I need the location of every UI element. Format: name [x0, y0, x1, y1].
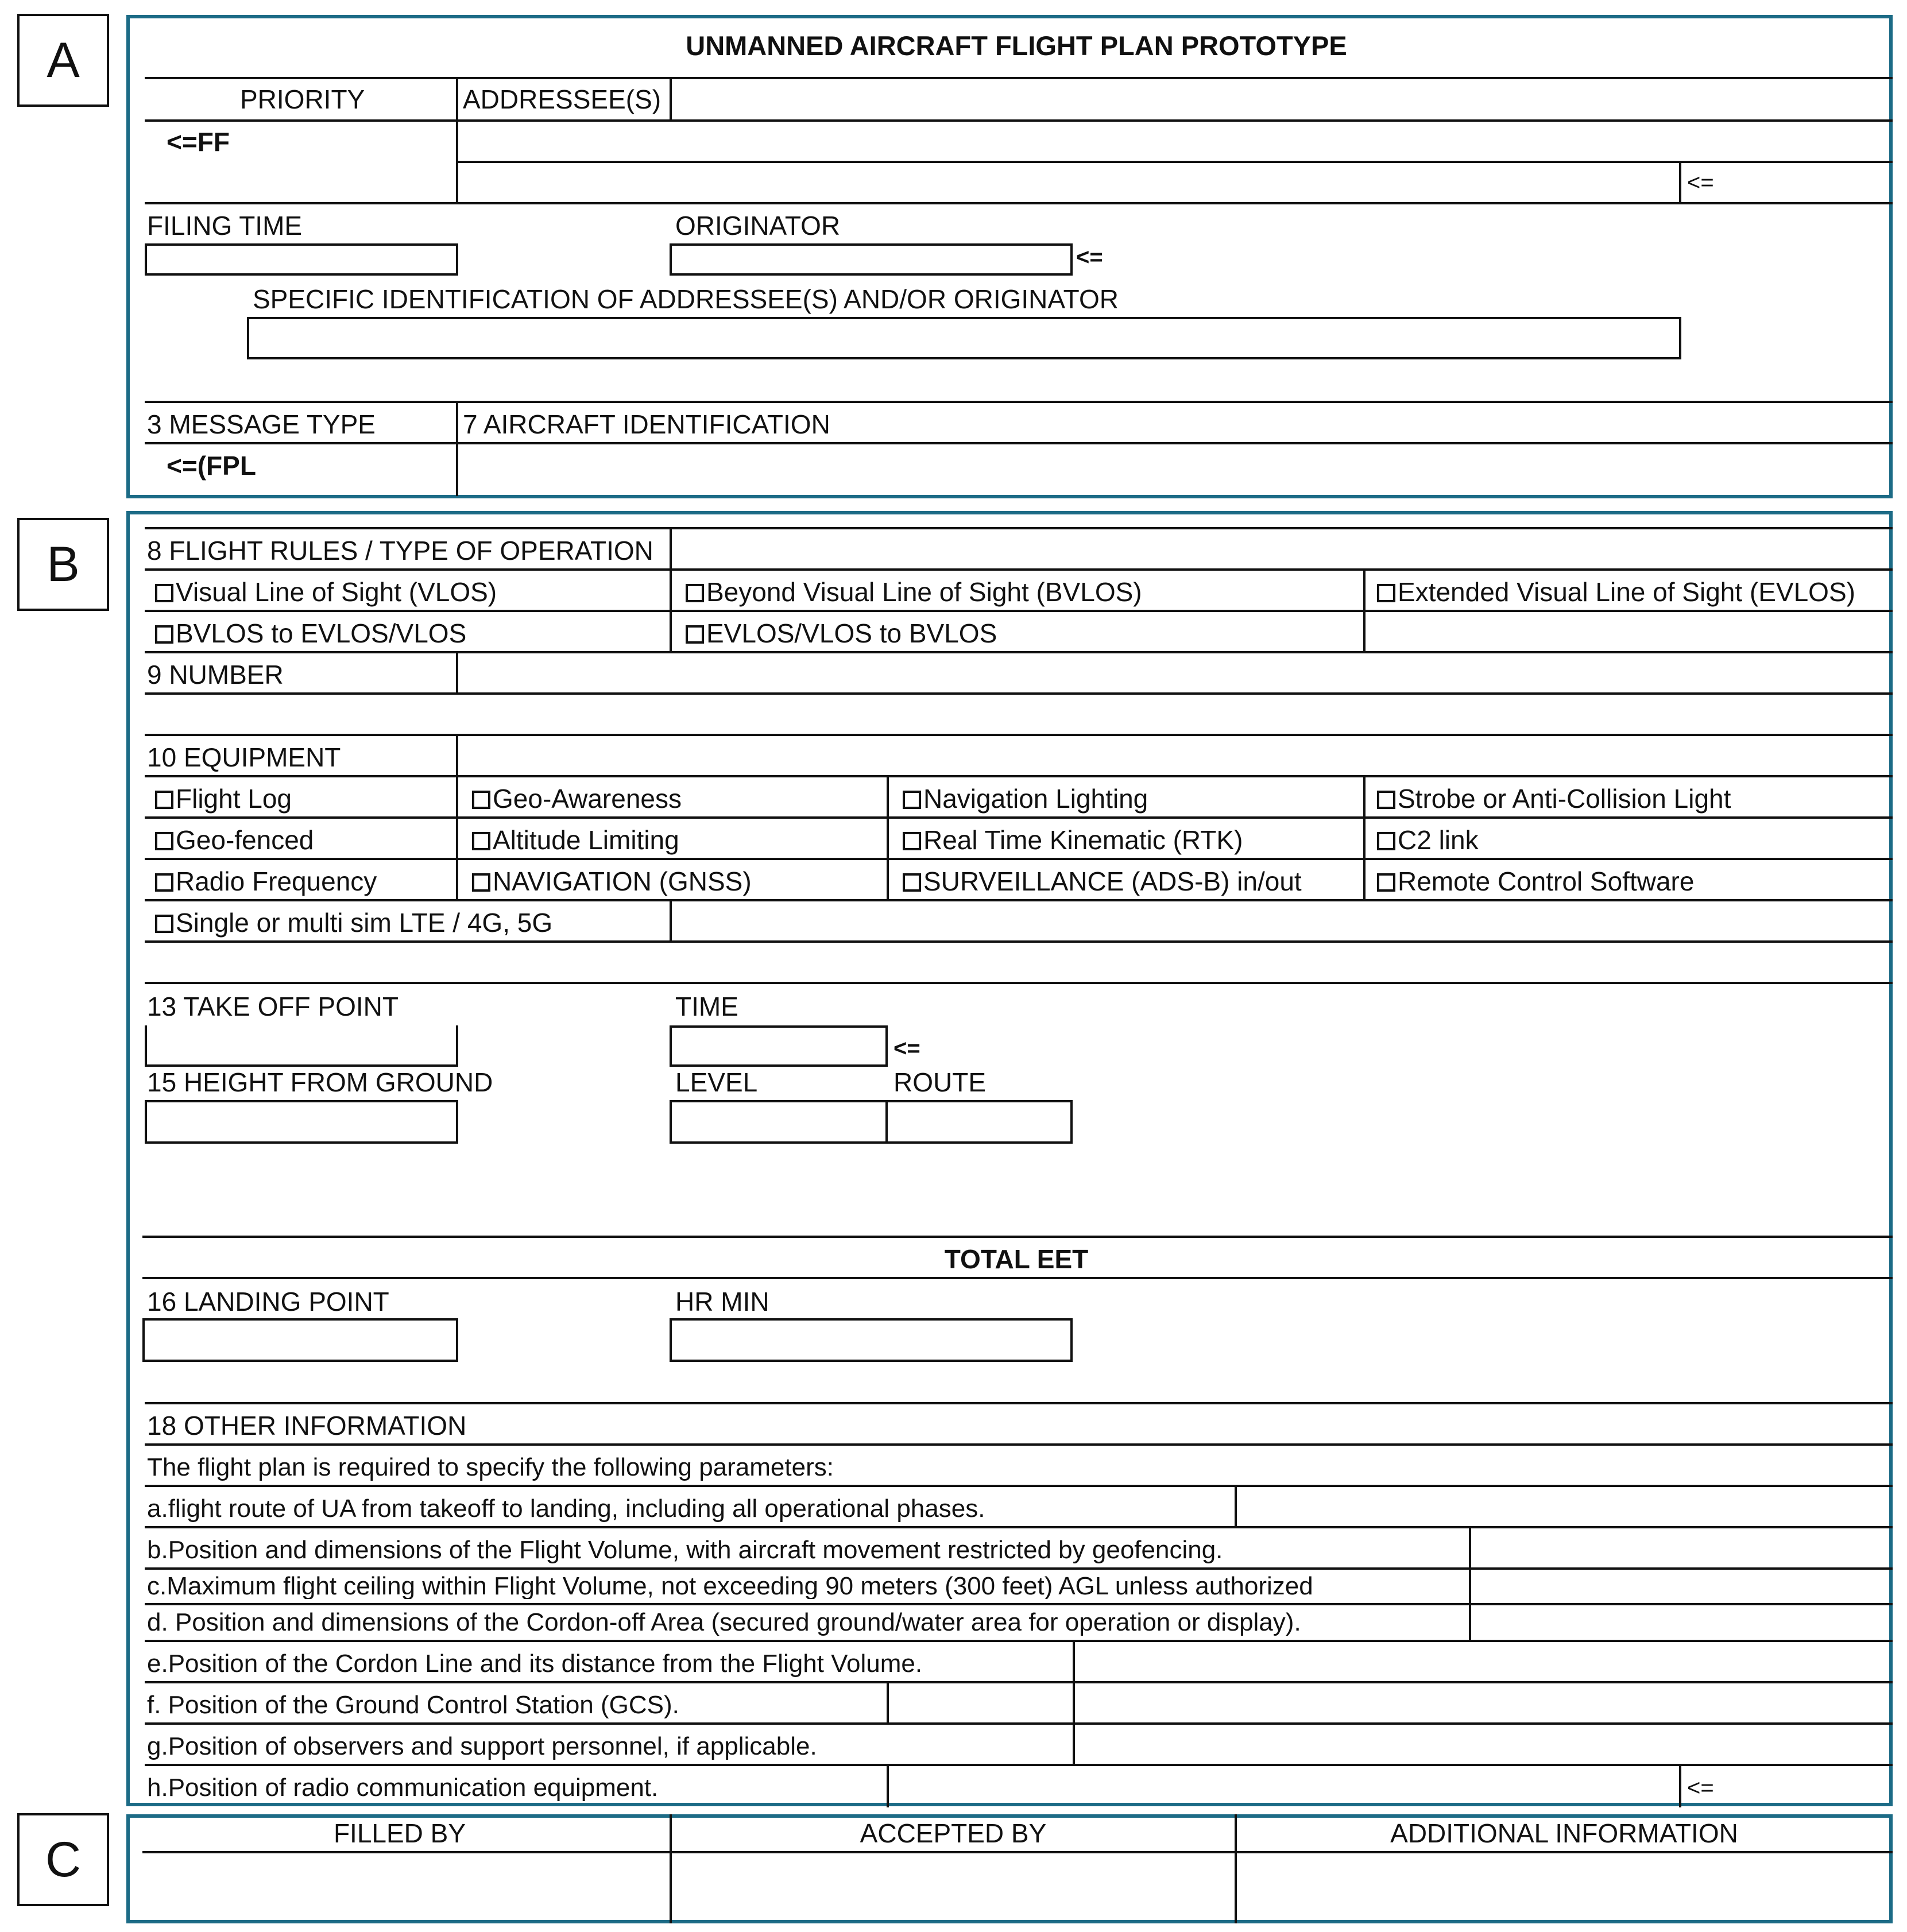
equipment-label: 10 EQUIPMENT [147, 742, 341, 772]
checkbox-icon[interactable] [155, 584, 173, 602]
priority-label: PRIORITY [240, 84, 365, 114]
checkbox-icon[interactable] [472, 873, 490, 892]
other-info-item-f: f. Position of the Ground Control Station (GCS). [147, 1691, 679, 1719]
other-info-item-b: b.Position and dimensions of the Flight Volume, with aircraft movement restricted by geofencing. [147, 1536, 1223, 1564]
checkbox-icon[interactable] [903, 791, 921, 809]
other-info-intro: The flight plan is required to specify the following parameters: [147, 1453, 834, 1481]
equip-geo-fenced[interactable] [155, 827, 314, 853]
hrmin-label: HR MIN [675, 1287, 769, 1317]
other-info-item-g: g.Position of observers and support personnel, if applicable. [147, 1732, 817, 1760]
filled-by-input[interactable] [132, 1854, 668, 1919]
equip-rtk[interactable] [903, 827, 1243, 853]
aircraft-id-label: 7 AIRCRAFT IDENTIFICATION [463, 409, 830, 439]
checkbox-icon[interactable] [903, 873, 921, 892]
checkbox-icon[interactable] [1377, 832, 1395, 850]
section-label-a: A [17, 14, 109, 107]
takeoff-time-input[interactable] [670, 1025, 888, 1067]
equip-nav-lighting-label: Navigation Lighting [923, 784, 1148, 814]
originator-arrow: <= [1076, 245, 1103, 270]
specific-id-label: SPECIFIC IDENTIFICATION OF ADDRESSEE(S) AND/OR ORIGINATOR [253, 284, 1119, 314]
equip-flight-log[interactable] [155, 785, 292, 812]
rule-evlos-to-bvlos[interactable] [686, 620, 997, 646]
equip-c2-link-label: C2 link [1398, 825, 1479, 855]
checkbox-icon[interactable] [903, 832, 921, 850]
other-info-item-c: c.Maximum flight ceiling within Flight Volume, not exceeding 90 meters (300 feet) AGL unless authorized [147, 1574, 1313, 1599]
rule-vlos[interactable] [155, 579, 497, 605]
checkbox-icon[interactable] [1377, 791, 1395, 809]
number-label: 9 NUMBER [147, 660, 284, 690]
landing-point-input[interactable] [142, 1318, 458, 1362]
accepted-by-input[interactable] [673, 1854, 1233, 1919]
equip-remote-control-software-label: Remote Control Software [1398, 866, 1695, 896]
addressee-label: ADDRESSEE(S) [463, 84, 662, 114]
other-info-label: 18 OTHER INFORMATION [147, 1411, 467, 1441]
takeoff-point-input[interactable] [145, 1025, 458, 1067]
other-info-item-e: e.Position of the Cordon Line and its distance from the Flight Volume. [147, 1650, 923, 1678]
end-arrow: <= [1687, 1775, 1714, 1801]
checkbox-icon[interactable] [155, 791, 173, 809]
specific-id-input[interactable] [247, 317, 1681, 359]
equip-adsb-label: SURVEILLANCE (ADS-B) in/out [923, 866, 1302, 896]
addressee-input-2[interactable] [459, 163, 1677, 200]
flight-rules-label: 8 FLIGHT RULES / TYPE OF OPERATION [147, 536, 653, 566]
additional-info-input[interactable] [1238, 1854, 1888, 1919]
equip-geo-awareness-label: Geo-Awareness [493, 784, 682, 814]
checkbox-icon[interactable] [472, 832, 490, 850]
level-label: LEVEL [675, 1067, 758, 1097]
takeoff-label: 13 TAKE OFF POINT [147, 992, 399, 1021]
equip-strobe[interactable] [1377, 785, 1731, 812]
total-eet-label: TOTAL EET [944, 1244, 1089, 1274]
landing-label: 16 LANDING POINT [147, 1287, 389, 1317]
filing-time-label: FILING TIME [147, 211, 303, 241]
rule-bvlos-to-evlos[interactable] [155, 620, 466, 646]
rule-evlos-label: Extended Visual Line of Sight (EVLOS) [1398, 577, 1855, 607]
originator-input[interactable] [670, 243, 1073, 276]
other-info-item-d: d. Position and dimensions of the Cordon-off Area (secured ground/water area for operation or display). [147, 1608, 1301, 1636]
number-input[interactable] [459, 653, 1889, 691]
form-title: UNMANNED AIRCRAFT FLIGHT PLAN PROTOTYPE [686, 30, 1347, 61]
aircraft-id-input[interactable] [459, 444, 1889, 495]
route-label: ROUTE [893, 1067, 986, 1097]
other-info-item-a: a.flight route of UA from takeoff to landing, including all operational phases. [147, 1495, 985, 1523]
message-type-label: 3 MESSAGE TYPE [147, 409, 376, 439]
height-label: 15 HEIGHT FROM GROUND [147, 1067, 493, 1097]
eet-input[interactable] [670, 1318, 1073, 1362]
checkbox-icon[interactable] [1377, 873, 1395, 892]
section-label-b: B [17, 518, 109, 611]
equip-rtk-label: Real Time Kinematic (RTK) [923, 825, 1243, 855]
checkbox-icon[interactable] [155, 873, 173, 892]
addressee-input-1[interactable] [459, 122, 1889, 158]
accepted-by-label: ACCEPTED BY [860, 1818, 1047, 1848]
rule-evlos-to-bvlos-label: EVLOS/VLOS to BVLOS [706, 618, 997, 648]
checkbox-icon[interactable] [472, 791, 490, 809]
filled-by-label: FILLED BY [333, 1818, 466, 1848]
rule-bvlos-to-evlos-label: BVLOS to EVLOS/VLOS [176, 618, 467, 648]
checkbox-icon[interactable] [686, 625, 704, 644]
section-label-c: C [17, 1813, 109, 1906]
filing-time-input[interactable] [145, 243, 458, 276]
rule-bvlos[interactable] [686, 579, 1142, 605]
equip-gnss[interactable] [472, 868, 752, 895]
equip-adsb[interactable] [903, 868, 1302, 895]
equip-sim-lte[interactable] [155, 909, 552, 936]
checkbox-icon[interactable] [155, 915, 173, 933]
equip-altitude-limiting-label: Altitude Limiting [493, 825, 679, 855]
equip-altitude-limiting[interactable] [472, 827, 679, 853]
equip-remote-control-software[interactable] [1377, 868, 1694, 895]
height-input[interactable] [145, 1100, 458, 1144]
priority-value: <=FF [167, 127, 230, 157]
time-arrow: <= [893, 1036, 920, 1061]
originator-label: ORIGINATOR [675, 211, 841, 241]
equip-radio-frequency-label: Radio Frequency [176, 866, 377, 896]
additional-info-label: ADDITIONAL INFORMATION [1390, 1818, 1738, 1848]
checkbox-icon[interactable] [686, 584, 704, 602]
other-info-item-h: h.Position of radio communication equipment. [147, 1774, 659, 1802]
route-input[interactable] [885, 1100, 1073, 1144]
checkbox-icon[interactable] [155, 625, 173, 644]
rule-vlos-label: Visual Line of Sight (VLOS) [176, 577, 497, 607]
rule-evlos[interactable] [1377, 579, 1855, 605]
rule-bvlos-label: Beyond Visual Line of Sight (BVLOS) [706, 577, 1142, 607]
equip-flight-log-label: Flight Log [176, 784, 292, 814]
message-type-value: <=(FPL [167, 451, 256, 481]
equip-gnss-label: NAVIGATION (GNSS) [493, 866, 752, 896]
equip-strobe-label: Strobe or Anti-Collision Light [1398, 784, 1731, 814]
level-input[interactable] [670, 1100, 888, 1144]
equip-geo-fenced-label: Geo-fenced [176, 825, 314, 855]
checkbox-icon[interactable] [155, 832, 173, 850]
time-label: TIME [675, 992, 738, 1021]
addressee-arrow: <= [1687, 170, 1714, 195]
equip-geo-awareness[interactable] [472, 785, 682, 812]
equip-sim-lte-label: Single or multi sim LTE / 4G, 5G [176, 908, 553, 938]
equip-radio-frequency[interactable] [155, 868, 377, 895]
equip-nav-lighting[interactable] [903, 785, 1148, 812]
equip-c2-link[interactable] [1377, 827, 1479, 853]
checkbox-icon[interactable] [1377, 584, 1395, 602]
